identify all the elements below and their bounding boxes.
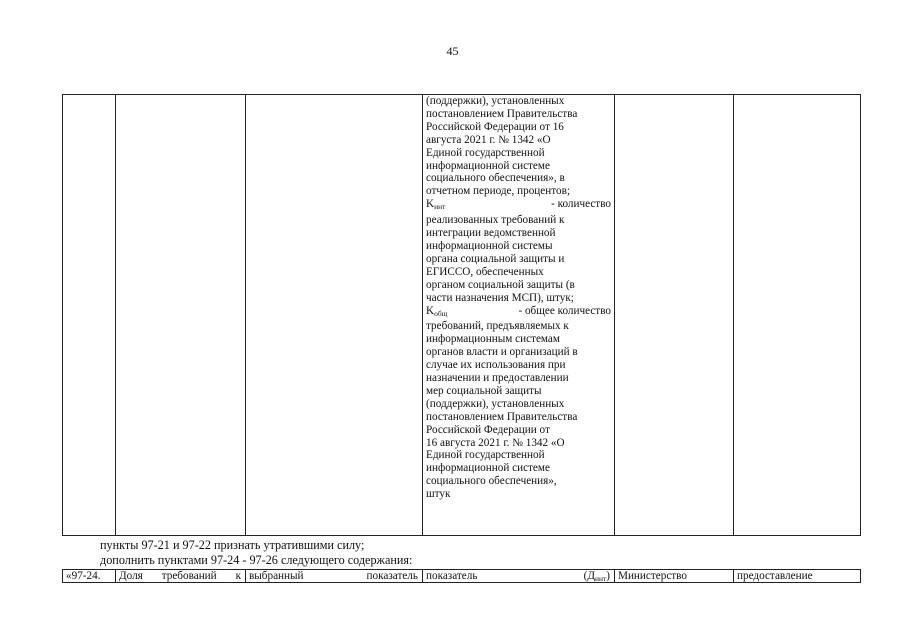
cell-line: назначении и предоставлении xyxy=(426,372,569,385)
paragraph-supplement: дополнить пунктами 97-24 - 97-26 следующего содержания: xyxy=(100,553,413,567)
cell-line: социального обеспечения», в xyxy=(426,172,565,185)
k-int-symbol: K xyxy=(426,198,435,211)
indicator-name-cell xyxy=(119,570,241,582)
table-column-divider xyxy=(245,94,246,536)
page-number: 45 xyxy=(446,44,459,58)
cell-line: отчетном периоде, процентов; xyxy=(426,185,570,198)
table-column-divider xyxy=(733,94,734,536)
cell-line: Российской Федерации от xyxy=(426,423,550,436)
k-obsh-subscript: общ xyxy=(434,308,448,318)
cell-line: Российской Федерации от 16 xyxy=(426,120,564,133)
k-obsh-description: - общее количество xyxy=(518,304,611,317)
k-int-description: - количество xyxy=(551,198,611,211)
cell-line: требований, предъявляемых к xyxy=(426,320,569,333)
formula-symbol-close: ) xyxy=(606,570,610,582)
table-column-divider xyxy=(115,94,116,536)
table-column-divider xyxy=(733,569,734,583)
indicator-type-word: выбранный xyxy=(249,570,304,582)
cell-line: постановлением Правительства xyxy=(426,107,578,120)
indicator-name-word: к xyxy=(235,570,241,582)
cell-line: штук xyxy=(426,488,451,501)
cell-line: постановлением Правительства xyxy=(426,410,578,423)
cell-line: реализованных требований к xyxy=(426,214,565,227)
indicator-name-word: требований xyxy=(161,570,217,582)
cell-line: части назначения МСП), штук; xyxy=(426,291,574,304)
indicator-type-cell xyxy=(249,570,418,582)
cell-line: 16 августа 2021 г. № 1342 «О xyxy=(426,436,565,449)
cell-line: органа социальной защиты и xyxy=(426,252,565,265)
table-column-divider xyxy=(422,569,423,583)
indicator-type-word: показатель xyxy=(366,570,418,582)
cell-line: информационным системам xyxy=(426,333,560,346)
cell-line: (поддержки), установленных xyxy=(426,397,565,410)
cell-line-k-int xyxy=(426,198,611,214)
formula-subscript: инт xyxy=(594,574,607,583)
cell-line: органом социальной защиты (в xyxy=(426,278,575,291)
table-column-divider xyxy=(614,569,615,583)
cell-line: случае их использования при xyxy=(426,359,566,372)
cell-line: интеграции ведомственной xyxy=(426,227,556,240)
cell-line: Единой государственной xyxy=(426,449,545,462)
table-cell-description xyxy=(426,95,611,501)
table-column-divider xyxy=(614,94,615,536)
cell-line-k-obsh xyxy=(426,305,611,321)
cell-line: информационной системе xyxy=(426,159,550,172)
cell-line: (поддержки), установленных xyxy=(426,95,565,107)
formula-symbol-letter: (Д xyxy=(583,570,595,582)
method-cell: предоставление xyxy=(737,570,813,582)
k-int-subscript: инт xyxy=(434,202,446,212)
cell-line: мер социальной защиты xyxy=(426,384,542,397)
table-column-divider xyxy=(422,94,423,536)
formula-symbol xyxy=(584,570,610,585)
paragraph-repeal: пункты 97-21 и 97-22 признать утратившими силу; xyxy=(100,538,365,552)
cell-line: ЕГИССО, обеспеченных xyxy=(426,265,544,278)
cell-line: августа 2021 г. № 1342 «О xyxy=(426,133,551,146)
table-column-divider xyxy=(115,569,116,583)
responsible-cell: Министерство xyxy=(618,570,687,582)
cell-line: органов власти и организаций в xyxy=(426,346,578,359)
indicator-name-word: Доля xyxy=(119,570,143,582)
cell-line: Единой государственной xyxy=(426,146,545,159)
table-column-divider xyxy=(245,569,246,583)
row-number: «97-24. xyxy=(66,570,101,582)
k-obsh-symbol: K xyxy=(426,304,435,317)
formula-word: показатель xyxy=(426,570,478,582)
cell-line: информационной системе xyxy=(426,462,550,475)
cell-line: социального обеспечения», xyxy=(426,475,557,488)
formula-cell xyxy=(426,570,610,585)
cell-line: информационной системы xyxy=(426,239,553,252)
